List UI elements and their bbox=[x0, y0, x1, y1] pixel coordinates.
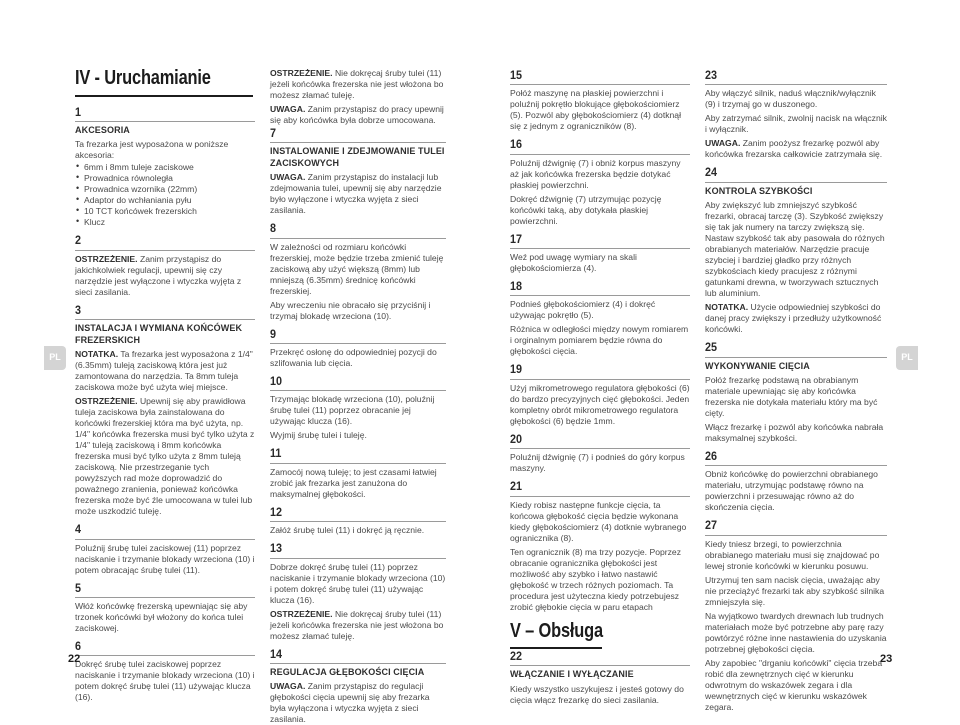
step-number-wrap bbox=[270, 374, 446, 391]
step-block bbox=[510, 432, 690, 474]
paragraph bbox=[270, 172, 446, 216]
step-block bbox=[510, 232, 690, 274]
paragraph-label: UWAGA. bbox=[270, 681, 306, 692]
page-number-left: 22 bbox=[68, 653, 81, 665]
paragraph-text: W zależności od rozmiaru końcówki frezerskiej, może będzie trzeba zmienić tuleję zaciskową aby użyć większą (8mm) lub mniejszą (6.35mm) średnicę końcówki frezerskiej. bbox=[270, 241, 444, 296]
step-block bbox=[705, 165, 887, 335]
accessory-list bbox=[75, 162, 255, 228]
step-block bbox=[270, 126, 446, 216]
step-block bbox=[270, 327, 446, 369]
paragraph bbox=[75, 543, 255, 576]
step-number: 3 bbox=[75, 302, 82, 317]
step-number-wrap bbox=[75, 105, 255, 122]
step-block bbox=[270, 505, 446, 536]
paragraph-text: Zanim poożysz frezarkę pozwól aby końcówka frezarska całkowicie zatrzymała się. bbox=[705, 138, 883, 160]
step-number-wrap bbox=[705, 68, 887, 85]
paragraph bbox=[510, 324, 690, 357]
section-4-title-wrap bbox=[75, 66, 255, 97]
paragraph-text: Włącz frezarkę i pozwól aby końcówka nabrała maksymalnej szybkości. bbox=[705, 422, 884, 444]
column-2 bbox=[270, 68, 446, 725]
step-block bbox=[705, 340, 887, 444]
paragraph-text: Zamocój nową tuleję; to jest czasami łatwiej zrobić jak frezarka jest zanużona do maksymalnej głębokości. bbox=[270, 466, 437, 499]
paragraph-text: Upewnij się aby prawidłowa tuleja zaciskowa była zainstalowana do końcówki frezerskiej która ma być użyta, np. 1/4" końcówka frezerska musi być tylko użyta z 1/4" tuleją zaciskową i 8mm końcówka frezerska musi być tylko użyta z 8mm tuleją zaciskową. Nie przestrzeganie tych powyższych rad może doprowadzić do poważnego zranienia, ponieważ końcówka frezerska może być źle umocowana w tulei lub może uszkodzić tuleję. bbox=[75, 396, 255, 517]
step-number-wrap bbox=[270, 446, 446, 463]
step-number: 9 bbox=[270, 326, 277, 341]
step-heading: INSTALACJA I WYMIANA KOŃCÓWEK FREZERSKICH bbox=[75, 323, 243, 345]
paragraph-text: Weź pod uwagę wymiary na skali głębokościomierza (4). bbox=[510, 252, 637, 274]
accessory-list-item: • Prowadnica wzornika (22mm) bbox=[75, 184, 255, 195]
step-number: 15 bbox=[510, 68, 523, 82]
step-block bbox=[270, 541, 446, 641]
step-block bbox=[270, 446, 446, 499]
step-block bbox=[270, 374, 446, 441]
paragraph-text: Włóż końcówkę frezerską upewniając się aby trzonek końcówki był włożony do końca tulei zaciskowej. bbox=[75, 600, 248, 633]
step-number-wrap bbox=[75, 522, 255, 539]
paragraph-label: OSTRZEŻENIE. bbox=[270, 608, 333, 619]
step-number: 21 bbox=[510, 479, 523, 494]
step-number: 4 bbox=[75, 522, 82, 537]
paragraph-text: Zanim przystąpisz do instalacji lub zdejmowania tulei, upewnij się aby narzędzie było wyłączone i wtyczka wyjęta z sieci zasilania. bbox=[270, 172, 442, 216]
paragraph bbox=[705, 658, 887, 713]
step-block bbox=[75, 303, 255, 517]
paragraph-text: Użyj mikrometrowego regulatora głębokości (6) do bardzo precyzyjnych cięć głębokości. Jeden kompletny obrót mikrometrowego regulatora głębokości (6) będzie 1mm. bbox=[510, 382, 690, 426]
step-block bbox=[270, 221, 446, 321]
paragraph-text: Na wyjątkowo twardych drewnach lub trudnych materiałach może być potrzebne aby parę razy powtórzyć różne inne nastawienia do uzyskania potrzebnej głębokości cięcia. bbox=[705, 610, 887, 654]
paragraph bbox=[270, 681, 446, 725]
paragraph bbox=[270, 525, 446, 536]
step-block bbox=[75, 581, 255, 634]
section-4-title: IV - Uruchamianie bbox=[75, 67, 211, 89]
step-block bbox=[75, 233, 255, 297]
step-number-wrap bbox=[510, 649, 690, 666]
step-number: 12 bbox=[270, 504, 283, 519]
step-number: 13 bbox=[270, 541, 283, 556]
paragraph bbox=[270, 430, 446, 441]
column-3-after-steps bbox=[510, 649, 690, 706]
step-number: 19 bbox=[510, 362, 523, 377]
paragraph bbox=[510, 452, 690, 474]
section-5-title: V – Obsługa bbox=[510, 619, 603, 642]
paragraph-label: OSTRZEŻENIE. bbox=[270, 68, 333, 78]
step-block bbox=[705, 518, 887, 712]
accessory-list-item: • 10 TCT końcówek frezerskich bbox=[75, 206, 255, 217]
language-tab-right-text: PL bbox=[901, 352, 913, 363]
step-number-wrap bbox=[75, 581, 255, 598]
column-2-steps bbox=[270, 126, 446, 725]
step-heading: KONTROLA SZYBKOŚCI bbox=[705, 185, 813, 196]
paragraph-text: Dokręć dźwignię (7) utrzymując pozycję końcówki taką, aby dotykała płaskiej powierzchni. bbox=[510, 193, 662, 226]
step-number-wrap bbox=[705, 340, 887, 357]
paragraph bbox=[705, 138, 887, 160]
paragraph bbox=[75, 659, 255, 703]
paragraph bbox=[510, 158, 690, 191]
paragraph bbox=[705, 113, 887, 135]
step-number-wrap bbox=[75, 303, 255, 320]
step-number-wrap bbox=[270, 327, 446, 344]
paragraph bbox=[705, 375, 887, 419]
paragraph bbox=[510, 383, 690, 427]
step-number-wrap bbox=[510, 68, 690, 85]
accessory-list-item: • Adaptor do wchłaniania pyłu bbox=[75, 195, 255, 206]
paragraph-label: OSTRZEŻENIE. bbox=[75, 396, 138, 407]
paragraph bbox=[270, 394, 446, 427]
step-number-wrap bbox=[270, 221, 446, 238]
step-number-wrap bbox=[270, 505, 446, 522]
section-5-title-wrap bbox=[510, 619, 690, 650]
step-number: 11 bbox=[270, 446, 282, 461]
step-block bbox=[705, 68, 887, 160]
column-3 bbox=[510, 68, 690, 706]
step-number: 22 bbox=[510, 649, 523, 664]
paragraph bbox=[75, 254, 255, 298]
column-1 bbox=[75, 66, 255, 703]
paragraph bbox=[270, 609, 446, 642]
paragraph-text: Kiedy robisz następne funkcje cięcia, ta końcowa głębokość cięcia będzie wykonana kiedy głębokościomierz (4) dotknie wybranego ogranicznika (8). bbox=[510, 499, 687, 543]
step-heading: WŁĄCZANIE I WYŁĄCZANIE bbox=[510, 669, 634, 680]
language-tab-right bbox=[896, 346, 918, 370]
step-number-wrap bbox=[510, 479, 690, 496]
paragraph-text: Przekręć osłonę do odpowiedniej pozycji do szlifowania lub cięcia. bbox=[270, 347, 437, 369]
paragraph-text: Poluźnij dźwignię (7) i podnieś do góry korpus maszyny. bbox=[510, 452, 685, 474]
paragraph bbox=[270, 347, 446, 369]
paragraph bbox=[705, 302, 887, 335]
paragraph-text: Nie dokręcaj śruby tulei (11) jeżeli końcówka frezerska nie jest włożona bo możesz złamać tuleję. bbox=[270, 68, 444, 100]
paragraph-text: Trzymając blokadę wrzeciona (10), poluźnij śrubę tulei (11) poprzez obracanie jej używając klucza (16). bbox=[270, 394, 435, 427]
paragraph-text: Zanim przystąpisz do pracy upewnij się aby końcówka była dobrze umocowana. bbox=[270, 104, 444, 125]
paragraph-text: Aby włączyć silnik, naduś włącznik/wyłącznik (9) i trzymaj go w duszonego. bbox=[705, 88, 876, 110]
paragraph-text: Ta frezarka jest wyposażona w poniższe akcesoria: bbox=[75, 139, 229, 161]
paragraph-text: Załóż śrubę tulei (11) i dokręć ją ręcznie. bbox=[270, 525, 425, 536]
step-number: 24 bbox=[705, 165, 718, 180]
step-number-wrap bbox=[510, 137, 690, 154]
step-number: 16 bbox=[510, 137, 523, 152]
column-3-steps bbox=[510, 68, 690, 613]
step-number: 20 bbox=[510, 431, 523, 446]
step-number-wrap bbox=[510, 232, 690, 249]
step-number: 5 bbox=[75, 580, 82, 595]
paragraph bbox=[75, 601, 255, 634]
step-heading: REGULACJA GŁĘBOKOŚCI CIĘCIA bbox=[270, 666, 425, 677]
step-block bbox=[75, 639, 255, 703]
step-number: 7 bbox=[270, 126, 277, 140]
step-number-wrap bbox=[705, 449, 887, 466]
column-4-steps bbox=[705, 68, 887, 713]
column-1-steps bbox=[75, 105, 255, 704]
step-number: 27 bbox=[705, 518, 718, 533]
paragraph-text: Aby zatrzymać silnik, zwolnij nacisk na włącznik i wyłącznik. bbox=[705, 113, 887, 135]
paragraph-text: Wyjmij śrubę tulei i tuleję. bbox=[270, 430, 367, 441]
step-block bbox=[75, 522, 255, 575]
paragraph bbox=[510, 88, 690, 132]
step-block bbox=[510, 68, 690, 132]
step-number-wrap bbox=[270, 541, 446, 558]
step-heading: WYKONYWANIE CIĘCIA bbox=[705, 360, 810, 371]
paragraph-label: UWAGA. bbox=[270, 172, 306, 183]
step-block bbox=[510, 362, 690, 426]
paragraph-text: Zanim przystąpisz do regulacji głębokości cięcia upewnij się aby frezarka była wyłączona i wtyczka wyjęta z sieci zasilania. bbox=[270, 681, 430, 725]
paragraph bbox=[270, 562, 446, 606]
paragraph-text: Połóż maszynę na płaskiej powierzchni i poluźnij pokrętło blokujące głębokościomierz (5). Pozwól aby głębokościomierz (4) dotknął się z jednym z ograniczników (8). bbox=[510, 88, 681, 132]
step-block bbox=[510, 279, 690, 357]
step-number-wrap bbox=[510, 279, 690, 296]
step-number-wrap bbox=[270, 647, 446, 664]
paragraph-text: Aby zwiększyć lub zmniejszyć szybkość frezarki, obracaj tarczę (3). Szybkość zwiększy się tak jak numery na tarczy zwiększą się. Nastaw szybkość tak aby pasowała do różnych obrabianych materiałów. Narzędzie pracuje szybciej i bardziej gładko przy różnych szybkościach kiedy pracujesz z różnymi gatunkami drewna, w tworzywach sztucznych lub aluminium. bbox=[705, 200, 885, 299]
step-block bbox=[705, 449, 887, 513]
page-number-right: 23 bbox=[880, 653, 893, 665]
paragraph bbox=[270, 104, 446, 126]
paragraph-text: Zanim przystąpisz do jakichkolwiek regulacji, upewnij się czy narzędzie jest wyłączone i wtyczka wyjęta z sieci zasilania. bbox=[75, 253, 242, 297]
paragraph bbox=[510, 252, 690, 274]
step-number: 17 bbox=[510, 231, 523, 246]
paragraph-text: Ta frezarka jest wyposażona z 1/4" (6.35mm) tuleją zaciskową która jest już zamontowana do narzędzia. Ta 8mm tuleja zaciskowa może być użyta wiej miejsce. bbox=[75, 349, 253, 393]
paragraph bbox=[510, 684, 690, 706]
step-block bbox=[270, 647, 446, 725]
step-block bbox=[75, 105, 255, 229]
step-number: 25 bbox=[705, 340, 718, 355]
step-number: 6 bbox=[75, 638, 82, 653]
step-number: 14 bbox=[270, 646, 283, 661]
section-4-title-rule bbox=[75, 95, 253, 97]
column-2-intro bbox=[270, 68, 446, 126]
language-tab-left-text: PL bbox=[49, 352, 61, 363]
paragraph-label: OSTRZEŻENIE. bbox=[75, 253, 138, 264]
accessory-list-item: • Klucz bbox=[75, 217, 255, 228]
paragraph-label: NOTATKA. bbox=[705, 302, 749, 313]
step-number-wrap bbox=[75, 233, 255, 250]
step-number-wrap bbox=[510, 432, 690, 449]
paragraph-text: Aby zapobiec "drganiu końcówki" cięcia trzeba robić dla zewnętrznych cięć w kierunku odwrotnym do wskazówek zegara i dla wewnętrznych cięć w kierunku wskazówek zegara. bbox=[705, 657, 883, 712]
accessory-list-item: • Prowadnica równoległa bbox=[75, 173, 255, 184]
column-4 bbox=[705, 68, 887, 713]
paragraph-text: Dobrze dokręć śrubę tulei (11) poprzez naciskanie i trzymanie blokady wrzeciona (10) i potem dokręć śrubę tulei (11) używając klucza (16). bbox=[270, 561, 446, 605]
paragraph bbox=[705, 422, 887, 444]
paragraph bbox=[75, 349, 255, 393]
paragraph-text: Podnieś głębokościomierz (4) i dokręć używając pokrętło (5). bbox=[510, 299, 656, 321]
paragraph bbox=[270, 242, 446, 297]
paragraph-label: NOTATKA. bbox=[75, 349, 119, 360]
step-block bbox=[510, 649, 690, 706]
paragraph bbox=[270, 300, 446, 322]
accessory-list-item: • 6mm i 8mm tuleje zaciskowe bbox=[75, 162, 255, 173]
paragraph bbox=[510, 194, 690, 227]
paragraph bbox=[705, 200, 887, 299]
step-block bbox=[510, 137, 690, 226]
paragraph bbox=[270, 68, 446, 101]
paragraph-label: UWAGA. bbox=[270, 104, 306, 114]
paragraph bbox=[510, 547, 690, 613]
paragraph-text: Połóż frezarkę podstawą na obrabianym materiale upewniając się aby końcówka frezerska nie dotykała materiału który ma być cięty. bbox=[705, 375, 878, 419]
paragraph bbox=[705, 469, 887, 513]
step-number: 1 bbox=[75, 104, 82, 119]
paragraph-label: UWAGA. bbox=[705, 138, 741, 149]
paragraph bbox=[705, 611, 887, 655]
paragraph bbox=[705, 575, 887, 608]
step-number: 18 bbox=[510, 279, 523, 294]
paragraph-text: Nie dokręcaj śruby tulei (11) jeżeli końcówka frezerska nie jest włożona bo możesz złamać tuleję. bbox=[270, 608, 444, 641]
step-block bbox=[510, 479, 690, 612]
paragraph-text: Kiedy tniesz brzegi, to powierzchnia obrabianego materiału musi się znajdować po lewej stronie końcówki w kierunku posuwu. bbox=[705, 538, 880, 571]
paragraph bbox=[270, 467, 446, 500]
step-number-wrap bbox=[75, 639, 255, 656]
step-number-wrap bbox=[705, 165, 887, 182]
step-number: 8 bbox=[270, 221, 277, 236]
step-number: 2 bbox=[75, 233, 82, 248]
paragraph-text: Poluźnij śrubę tulei zaciskowej (11) poprzez naciskanie i trzymanie blokady wrzeciona (10) i potem obracając śrubę tulei (11). bbox=[75, 542, 255, 575]
paragraph-text: Obniż końcówkę do powierzchni obrabianego materiału, utrzymując podstawę równo na powierzchni i przesuwając równo aż do skończenia cięcia. bbox=[705, 469, 878, 513]
paragraph bbox=[705, 88, 887, 110]
step-heading: AKCESORIA bbox=[75, 124, 130, 135]
paragraph bbox=[75, 139, 255, 161]
paragraph bbox=[510, 500, 690, 544]
paragraph bbox=[510, 299, 690, 321]
step-heading: INSTALOWANIE I ZDEJMOWANIE TULEI ZACISKOWYCH bbox=[270, 146, 445, 168]
language-tab-left bbox=[44, 346, 66, 370]
paragraph bbox=[705, 539, 887, 572]
paragraph-text: Różnica w odległości między nowym romiarem i orginalnym pomiarem będzie równa do głębokości cięcia. bbox=[510, 324, 689, 357]
paragraph-text: Aby wreczeniu nie obracało się przyciśnij i trzymaj blokadę wrzeciona (10). bbox=[270, 299, 431, 321]
step-number: 10 bbox=[270, 374, 283, 389]
step-number-wrap bbox=[510, 362, 690, 379]
step-number: 23 bbox=[705, 68, 718, 82]
paragraph-text: Kiedy wszystko uszykujesz i jesteś gotowy do cięcia włącz frezarkę do sieci zasilania. bbox=[510, 683, 684, 705]
paragraph-text: Dokręć śrubę tulei zaciskowej poprzez naciskanie i trzymanie blokady wrzeciona (10) i potem dokręć śrubę tulei (11) używając klucza (16). bbox=[75, 659, 255, 703]
step-number-wrap bbox=[705, 518, 887, 535]
step-number-wrap bbox=[270, 126, 446, 143]
paragraph-text: Użycie odpowiedniej szybkości do danej pracy zwiększy i przedłuży użytkowność końcówki. bbox=[705, 302, 882, 335]
step-number: 26 bbox=[705, 449, 718, 464]
paragraph-text: Ten ogranicznik (8) ma trzy pozycje. Poprzez obracanie ogranicznika głębokości jest możliwość aby szybko i łatwo nastawić głębokość w trzech różnych poziomach. Ta procedura jest użyteczna kiedy potrzebujesz zrobić głębokie cięcia w paru etapach bbox=[510, 546, 681, 612]
paragraph bbox=[75, 396, 255, 517]
paragraph-text: Poluźnij dźwignię (7) i obniż korpus maszyny aż jak końcówka frezerska będzie dotykać płaskiej powierzchni. bbox=[510, 157, 681, 190]
paragraph-text: Utrzymuj ten sam nacisk cięcia, uważając aby nie przeciążyć frezarki tak aby szybkość silnika zmniejszyła się. bbox=[705, 574, 885, 607]
